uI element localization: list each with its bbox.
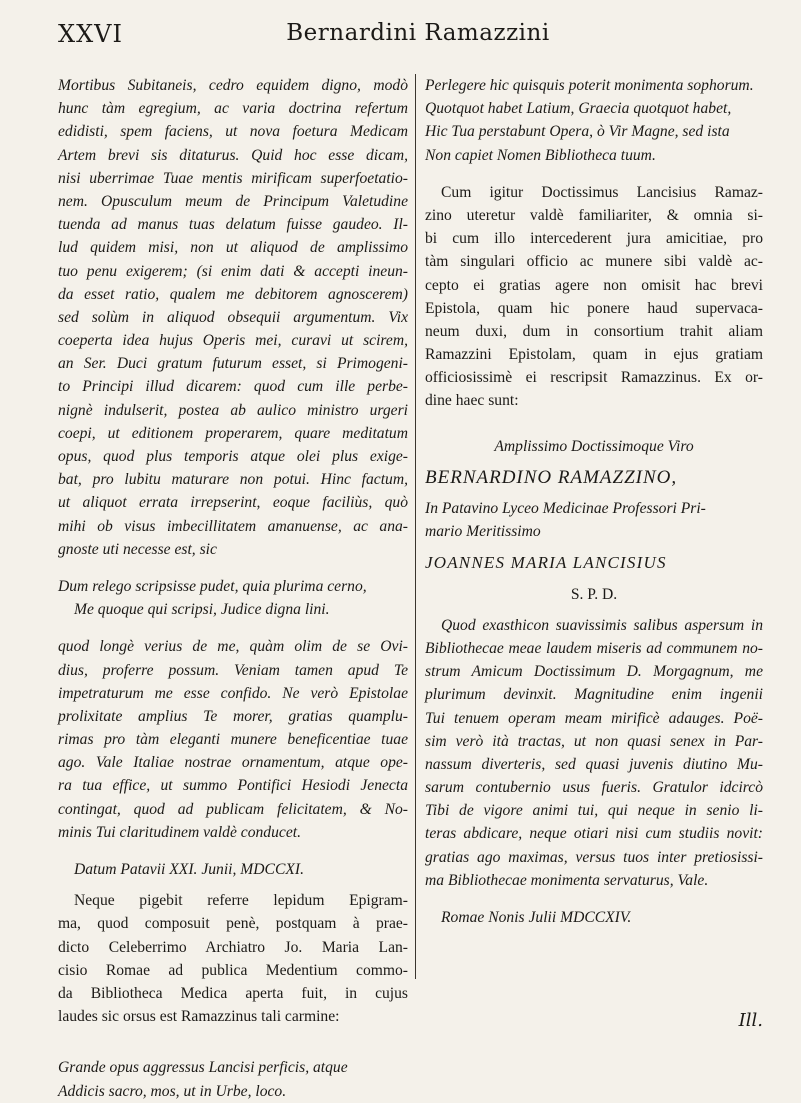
text-line: Epistola, quam hic ponere haud supervaca- <box>425 299 763 317</box>
text-line: opus, quod plus temporis atque olei plus exige- <box>58 448 408 465</box>
text-line: edidisti, spem faciens, ut nova foetura Medicam <box>58 123 408 141</box>
text-line: zino uteretur valdè familiariter, & omnia si- <box>425 206 763 224</box>
narrative-paragraph <box>425 181 763 413</box>
letter-closing-date: Romae Nonis Julii MDCCXIV. <box>441 909 632 926</box>
letter-recipient: BERNARDINO RAMAZZINO, <box>425 466 678 488</box>
text-line: nignè indulserit, postea ab aulico ministro urgeri <box>58 401 408 419</box>
text-line: da esset ratio, qualem me debitorem agnoscerem) <box>58 285 408 303</box>
left-column <box>58 74 408 1103</box>
text-line: laudes sic orsus est Ramazzinus tali carmine: <box>58 1008 340 1026</box>
text-line: Artem brevi sis ditaturus. Quid hoc esse dicam, <box>58 146 408 164</box>
letter-paragraph-1 <box>58 74 408 561</box>
epigram-continuation <box>425 74 763 167</box>
text-line: officiosissimè ei rescripsit Ramazzinus. Ex or- <box>425 369 763 387</box>
text-line: Tibi de vigore animi tui, qui neque in senio li- <box>425 802 763 820</box>
right-column <box>425 74 763 929</box>
text-line: quod longè verius de me, quàm olim de se Ovi- <box>58 638 408 656</box>
text-line: da Bibliotheca Medica aperta fuit, in cujus <box>58 984 408 1002</box>
text-line: dicto Celeberrimo Archiatro Jo. Maria Lan- <box>58 938 408 956</box>
verse-line: Hic Tua perstabunt Opera, ò Vir Magne, sed ista <box>425 123 730 141</box>
text-line: gnoste uti necesse est, sic <box>58 540 217 558</box>
text-line: Cum igitur Doctissimus Lancisius Ramaz- <box>441 183 763 201</box>
text-line: minis Tui claritudinem valdè conducet. <box>58 823 301 841</box>
text-line: nisi uberrimae Tuae mentis mirificam superfoetatio- <box>58 169 408 187</box>
text-line: ut aliquot errata irrepserint, eoque faciliùs, quò <box>58 494 408 512</box>
text-line: ma Bibliothecae monimenta servaturus, Vale. <box>425 871 709 889</box>
letter-paragraph-2 <box>58 635 408 844</box>
text-line: ago. Vale Italiae nostrae ornamentum, atque ope- <box>58 754 408 772</box>
verse-quote <box>58 575 408 621</box>
verse-line: Perlegere hic quisquis poterit monimenta sophorum. <box>425 77 754 94</box>
page-header <box>58 12 758 54</box>
text-line: tàm singulari officio ac munere sibi valdè ac- <box>425 253 763 271</box>
text-line: tuenda ad manus tuas delatum fuisse gaudeo. Il- <box>58 216 408 234</box>
verse-line: Me quoque qui scripsi, Judice digna lini. <box>74 601 330 619</box>
text-line: coeperta idea hujus Operis mei, curavi ut scirem, <box>58 332 408 350</box>
text-line: bat, pro lubitu maturare non potui. Hinc factum, <box>58 471 408 489</box>
column-divider <box>415 74 416 979</box>
text-line: sed solùm in aliquod obsequii argumentum. Vix <box>58 308 408 326</box>
text-line: teras abdicare, neque otiari nisi cum studiis novit: <box>425 825 763 843</box>
recipient-position <box>425 497 763 543</box>
text-line: lud quidem misi, non ut aliquod de amplissimo <box>58 239 408 257</box>
epigram-verse <box>58 1056 408 1102</box>
catchword: Ill. <box>738 1010 763 1031</box>
text-line: impetraturum me esse confido. Ne verò Epistolae <box>58 684 408 702</box>
text-line: dine haec sunt: <box>425 392 519 410</box>
text-line: tuo penu exigerem; (si enim dati & accepti ineun- <box>58 262 408 280</box>
verse-line: Dum relego scripsisse pudet, quia plurima cerno, <box>58 577 367 595</box>
verse-line: Grande opus aggressus Lancisi perficis, atque <box>58 1059 348 1077</box>
text-line: mihi ob visus imbecillitatem amanuense, ac ana- <box>58 517 408 535</box>
text-line: nem. Opusculum meum de Principum Valetudine <box>58 192 408 210</box>
verse-line: Addicis sacro, mos, ut in Urbe, loco. <box>58 1082 287 1100</box>
text-line: strum Amicum Doctissimum D. Morgagnum, me <box>425 663 763 681</box>
letter-body <box>425 614 763 892</box>
text-line: In Patavino Lyceo Medicinae Professori Pri- <box>425 500 706 517</box>
text-line: sarum contubernio usus fueris. Gratulor idcircò <box>425 779 763 797</box>
text-line: mario Meritissimo <box>425 523 541 541</box>
text-line: ma, quod composuit penè, postquam à prae- <box>58 915 408 933</box>
text-line: sim verò ità tractas, ut non quasi senex in Par- <box>425 732 763 750</box>
page-number: XXVI <box>58 20 123 48</box>
text-line: to Principi illud dicarem: quod cum ille perbe- <box>58 378 408 396</box>
text-line: neum duxi, dum in consortium trahit aliam <box>425 322 763 340</box>
text-line: Bibliothecae meae laudem miseris ad communem no- <box>425 639 763 657</box>
text-line: coepi, ut editionem properarem, quare meditatum <box>58 424 408 442</box>
text-line: cepto ei gratias agere non omisit hac brevi <box>425 276 763 294</box>
letter-salutation: Amplissimo Doctissimoque Viro <box>494 437 694 455</box>
text-line: rimas pro tàm eleganti munere beneficentiae tuae <box>58 731 408 749</box>
text-line: Ramazzini Epistolam, quam in ejus gratiam <box>425 346 763 364</box>
letter-date: Datum Patavii XXI. Junii, MDCCXI. <box>74 861 304 878</box>
text-line: hunc tàm egregium, ac varia doctrina refertum <box>58 100 408 118</box>
text-line: nassum diverteris, sed quasi juvenis diutino Mu- <box>425 755 763 773</box>
verse-line: Quotquot habet Latium, Graecia quotquot habet, <box>425 100 732 118</box>
text-line: Neque pigebit referre lepidum Epigram- <box>74 892 408 910</box>
text-line: Quod exasthicon suavissimis salibus aspersum in <box>441 616 763 634</box>
text-line: bi cum illo intercederent jura amicitiae, pro <box>425 230 763 248</box>
narrative-paragraph <box>58 889 408 1028</box>
text-line: contingat, quod ad publicam felicitatem, & No- <box>58 800 408 818</box>
letter-greeting: S. P. D. <box>570 585 618 603</box>
text-line: plurimum devinxit. Magnitudine enim ingenii <box>425 686 763 704</box>
text-line: Tui tenuem operam meam mirificè adauges. Poë- <box>425 709 763 727</box>
text-line: prolixitate amplius Te morer, gratias quamplu- <box>58 707 408 725</box>
text-line: dius, proferre possum. Veniam tamen apud Te <box>58 661 408 679</box>
text-line: cisio Romae ad publica Medentium commo- <box>58 961 408 979</box>
text-line: an Ser. Duci gratum futurum esset, si Primogeni- <box>58 355 408 373</box>
verse-line: Non capiet Nomen Bibliotheca tuum. <box>425 146 656 164</box>
text-line: ra tua effice, ut summo Pontifici Hesiodi Jenecta <box>58 777 408 795</box>
text-line: gratias ago maximas, versus tuos inter pretiosissi- <box>425 848 763 866</box>
text-line: Mortibus Subitaneis, cedro equidem digno, modò <box>58 77 408 94</box>
letter-sender: JOANNES MARIA LANCISIUS <box>425 553 667 573</box>
running-title: Bernardini Ramazzini <box>286 20 550 46</box>
